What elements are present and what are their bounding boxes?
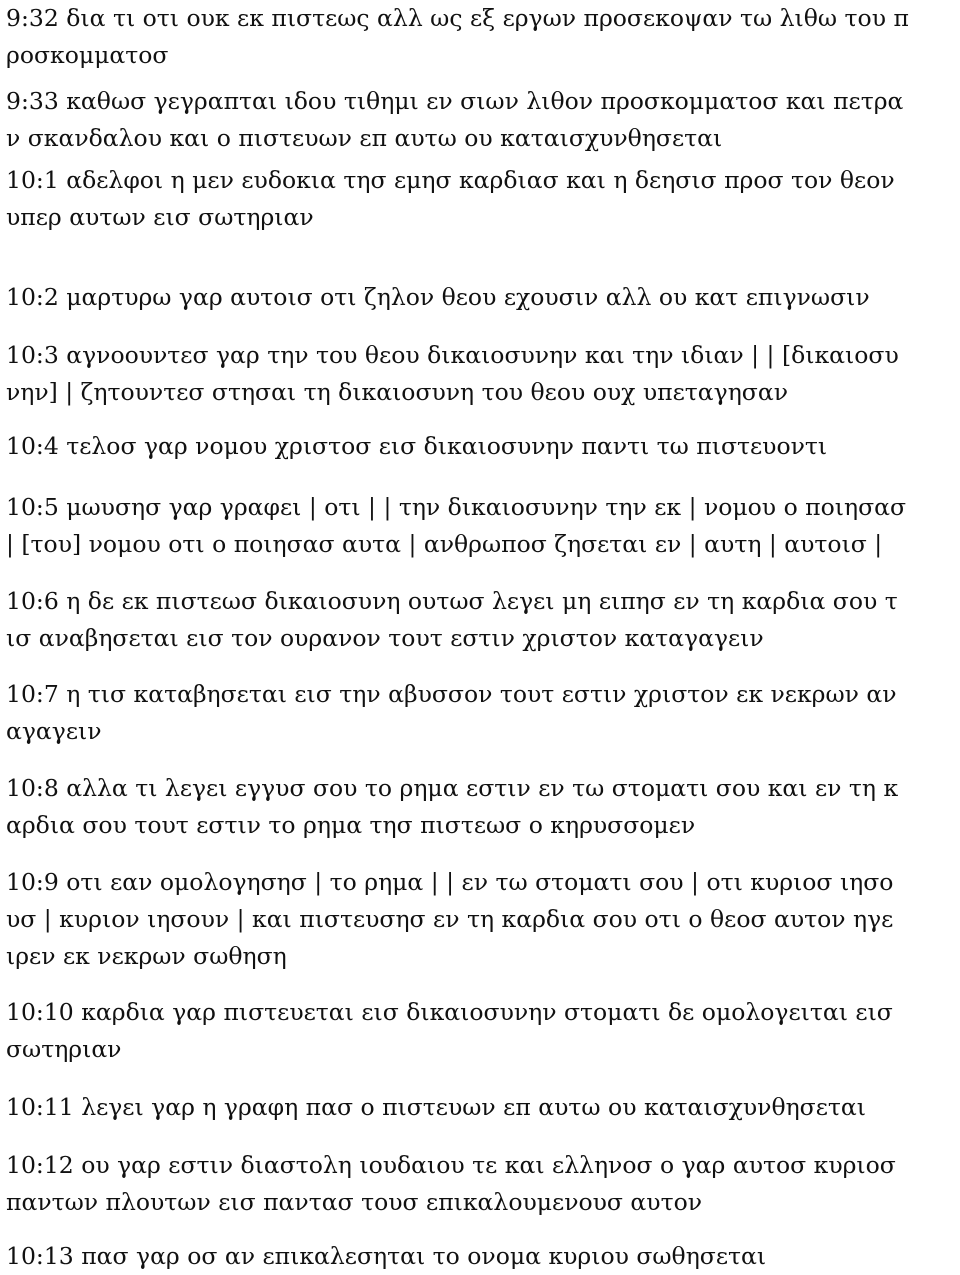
verse-9-33 <box>6 83 958 157</box>
verse-line: ροσκομματοσ <box>6 41 169 69</box>
verse-9-32 <box>6 0 958 74</box>
verse-line: αρδια σου τουτ εστιν το ρημα τησ πιστεωσ ο κηρυσσομεν <box>6 811 696 839</box>
verse-line: 10:12 ου γαρ εστιν διαστολη ιουδαιου τε και ελληνοσ ο γαρ αυτοσ κυριοσ <box>6 1151 896 1179</box>
verse-line: παντων πλουτων εισ παντασ τουσ επικαλουμενουσ αυτον <box>6 1188 703 1216</box>
verse-line: 10:9 οτι εαν ομολογησησ | το ρημα | | εν τω στοματι σου | οτι κυριοσ ιησο <box>6 868 894 896</box>
verse-10-7 <box>6 676 958 750</box>
verse-10-3 <box>6 337 958 411</box>
verse-line: νην] | ζητουντεσ στησαι τη δικαιοσυνη του θεου ουχ υπεταγησαν <box>6 378 788 406</box>
verse-10-5 <box>6 489 958 563</box>
verse-10-4 <box>6 428 958 465</box>
verse-10-12 <box>6 1147 958 1221</box>
verse-line: 10:4 τελοσ γαρ νομου χριστοσ εισ δικαιοσυνην παντι τω πιστευοντι <box>6 432 828 460</box>
verse-line: 9:33 καθωσ γεγραπται ιδου τιθημι εν σιων λιθον προσκομματοσ και πετρα <box>6 87 904 115</box>
verse-line: ιρεν εκ νεκρων σωθηση <box>6 942 287 970</box>
verse-line: ισ αναβησεται εισ τον ουρανον τουτ εστιν χριστον καταγαγειν <box>6 624 764 652</box>
verse-line: 10:11 λεγει γαρ η γραφη πασ ο πιστευων επ αυτω ου καταισχυνθησεται <box>6 1093 866 1121</box>
verse-10-11 <box>6 1089 958 1126</box>
verse-line: 10:2 μαρτυρω γαρ αυτοισ οτι ζηλον θεου εχουσιν αλλ ου κατ επιγνωσιν <box>6 283 870 311</box>
verse-10-2 <box>6 279 958 316</box>
verse-line: 10:1 αδελφοι η μεν ευδοκια τησ εμησ καρδιασ και η δεησισ προσ τον θεον <box>6 166 895 194</box>
verse-10-8 <box>6 770 958 844</box>
verse-line: σωτηριαν <box>6 1035 122 1063</box>
verse-10-13 <box>6 1238 958 1275</box>
verse-line: | [του] νομου οτι ο ποιησασ αυτα | ανθρωποσ ζησεται εν | αυτη | αυτοισ | <box>6 530 883 558</box>
verse-line: 10:5 μωυσησ γαρ γραφει | οτι | | την δικαιοσυνην την εκ | νομου ο ποιησασ <box>6 493 907 521</box>
verse-line: αγαγειν <box>6 717 102 745</box>
verse-line: 10:6 η δε εκ πιστεωσ δικαιοσυνη ουτωσ λεγει μη ειπησ εν τη καρδια σου τ <box>6 587 898 615</box>
verse-line: 9:32 δια τι οτι ουκ εκ πιστεως αλλ ως εξ εργων προσεκοψαν τω λιθω του π <box>6 4 909 32</box>
verse-line: 10:10 καρδια γαρ πιστευεται εισ δικαιοσυνην στοματι δε ομολογειται εισ <box>6 998 893 1026</box>
verse-line: υπερ αυτων εισ σωτηριαν <box>6 203 314 231</box>
verse-line: ν σκανδαλου και ο πιστευων επ αυτω ου καταισχυνθησεται <box>6 124 723 152</box>
verse-line: 10:3 αγνοουντεσ γαρ την του θεου δικαιοσυνην και την ιδιαν | | [δικαιοσυ <box>6 341 899 369</box>
verse-10-9 <box>6 864 958 975</box>
verse-10-6 <box>6 583 958 657</box>
verse-10-1 <box>6 162 958 236</box>
verse-10-10 <box>6 994 958 1068</box>
verse-line: 10:13 πασ γαρ οσ αν επικαλεσηται το ονομα κυριου σωθησεται <box>6 1242 767 1270</box>
verse-line: 10:8 αλλα τι λεγει εγγυσ σου το ρημα εστιν εν τω στοματι σου και εν τη κ <box>6 774 899 802</box>
verse-line: υσ | κυριον ιησουν | και πιστευσησ εν τη καρδια σου οτι ο θεοσ αυτον ηγε <box>6 905 894 933</box>
verse-line: 10:7 η τισ καταβησεται εισ την αβυσσον τουτ εστιν χριστον εκ νεκρων αν <box>6 680 897 708</box>
